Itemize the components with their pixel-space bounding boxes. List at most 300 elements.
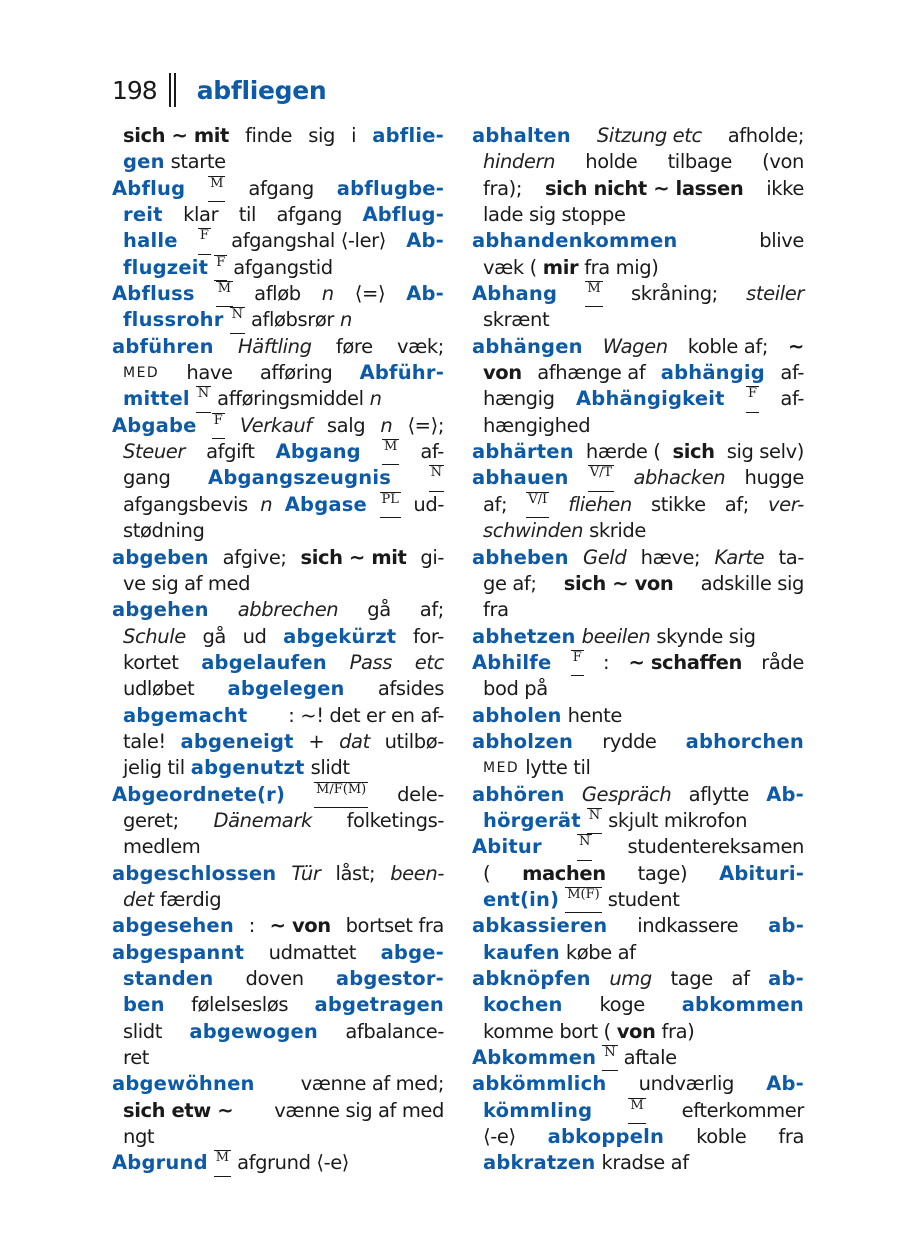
headword: abkratzen — [483, 1151, 596, 1175]
headword: abflugbe- — [336, 176, 444, 200]
bold-phrase: sich ~ mit — [300, 545, 407, 569]
translation-text: klar — [183, 203, 219, 227]
translation-text: ud- — [413, 492, 444, 516]
headword: Ab- — [406, 282, 444, 306]
translation-text: afgive; — [222, 545, 287, 569]
entry-continuation-line — [112, 518, 444, 544]
entry-continuation-line — [472, 755, 804, 781]
translation-text: ⟨=⟩ — [354, 282, 386, 306]
headword: abhängen — [472, 334, 583, 358]
translation-text: ud — [242, 624, 267, 648]
translation-text: rydde — [602, 729, 657, 753]
translation-text: hæve; — [640, 545, 701, 569]
translation-text: geret; — [123, 808, 179, 832]
translation-text: ( — [483, 861, 491, 885]
entry-line — [112, 597, 444, 623]
translation-text: jelig til — [123, 756, 185, 780]
italic-context: n — [380, 413, 393, 437]
translation-text: afføring — [259, 361, 333, 385]
headword: abgesehen — [112, 914, 234, 938]
translation-text: afhænge af — [537, 361, 646, 385]
entry-continuation-line — [112, 228, 444, 254]
entry-line — [112, 413, 444, 439]
entry-line — [112, 940, 444, 966]
bold-phrase: von — [483, 361, 522, 385]
entry-continuation-line — [112, 650, 444, 676]
entry-line — [472, 624, 804, 650]
entry-line — [472, 966, 804, 992]
headword: kaufen — [483, 940, 560, 964]
translation-text: fra) — [661, 1019, 695, 1043]
entry-continuation-line — [112, 439, 444, 465]
double-bar-divider — [169, 73, 177, 107]
gender-marker: V/T — [588, 465, 614, 491]
entry-line — [472, 1045, 804, 1071]
translation-text: væk ( — [483, 255, 537, 279]
translation-text: afsides — [377, 677, 444, 701]
translation-text: afløb — [254, 282, 301, 306]
italic-context: been- — [390, 861, 444, 885]
translation-text: stikke — [650, 492, 706, 516]
entry-continuation-line — [112, 1045, 444, 1071]
translation-text: skjult mikrofon — [608, 808, 748, 832]
entry-line — [472, 334, 804, 360]
translation-text: blive — [759, 229, 804, 253]
translation-text: adskille sig — [700, 571, 804, 595]
translation-text: fra mig) — [584, 255, 659, 279]
headword: abhören — [472, 782, 565, 806]
gender-marker: F — [571, 650, 584, 676]
headword: abholen — [472, 703, 562, 727]
translation-text: fra — [778, 1125, 804, 1149]
italic-context: Tür — [291, 861, 321, 885]
entry-continuation-line — [112, 202, 444, 228]
bold-phrase: ~ von — [269, 914, 331, 938]
translation-text: holde — [585, 150, 638, 174]
field-label: MED — [123, 365, 160, 382]
headword: abhauen — [472, 466, 569, 490]
headword: Abführ- — [359, 361, 444, 385]
gender-marker: M — [214, 1150, 231, 1176]
translation-text: fra); — [483, 176, 523, 200]
translation-text: ve sig af med — [123, 571, 251, 595]
translation-text: afgift — [206, 440, 255, 464]
headword: Abgangszeugnis — [208, 466, 392, 490]
italic-context: Geld — [583, 545, 627, 569]
headword: abkömmlich — [472, 1072, 607, 1096]
gender-marker: F — [746, 386, 759, 412]
translation-text: gi- — [420, 545, 444, 569]
translation-text: hængig — [483, 387, 555, 411]
headword: ab- — [768, 914, 804, 938]
field-label: MED — [483, 760, 520, 777]
translation-text: lytte til — [525, 756, 591, 780]
headword: Abkommen — [472, 1046, 597, 1070]
headword: Abfluss — [112, 282, 195, 306]
entry-continuation-line — [112, 703, 444, 729]
entry-continuation-line — [472, 1098, 804, 1124]
gender-marker: PL — [380, 492, 401, 518]
entry-continuation-line — [112, 1098, 444, 1124]
headword: abgespannt — [112, 940, 245, 964]
translation-text: sig selv) — [726, 440, 804, 464]
headword: standen — [123, 967, 214, 990]
entry-line — [472, 703, 804, 729]
translation-text: : ~! det er en af- — [288, 703, 444, 727]
entry-continuation-line — [472, 861, 804, 887]
headword: abgeschlossen — [112, 861, 277, 885]
entry-line — [112, 281, 444, 307]
translation-text: afgangshal ⟨-ler⟩ — [231, 229, 386, 253]
entry-continuation-line — [112, 123, 444, 149]
italic-context: Pass — [349, 650, 393, 674]
translation-text: (von — [762, 150, 804, 174]
italic-context: hindern — [483, 150, 556, 174]
entry-continuation-line — [472, 518, 804, 544]
headword: ben — [123, 993, 165, 1017]
italic-context: Verkauf — [239, 413, 312, 437]
translation-text: kortet — [123, 650, 179, 674]
translation-text: sig — [308, 124, 335, 147]
italic-context: Dänemark — [213, 808, 312, 832]
entry-line — [472, 834, 804, 860]
translation-text: salg — [326, 413, 366, 437]
entry-continuation-line — [112, 1019, 444, 1045]
translation-text: : — [248, 914, 255, 938]
headword: mittel — [123, 387, 190, 411]
translation-text: afgang — [276, 203, 342, 227]
translation-text: af; — [419, 598, 444, 622]
headword: ent(in) — [483, 887, 560, 911]
entry-line — [472, 228, 804, 254]
headword: abgelaufen — [201, 650, 327, 674]
translation-text: student — [607, 887, 680, 911]
translation-text: råde — [761, 650, 804, 674]
entry-line — [472, 913, 804, 939]
bold-phrase: mir — [542, 255, 579, 279]
italic-context: Gespräch — [581, 782, 672, 806]
headword: abgetragen — [314, 993, 444, 1017]
headword: abheben — [472, 545, 569, 569]
entry-line — [472, 650, 804, 676]
entry-continuation-line — [112, 676, 444, 702]
headword: abhängig — [660, 361, 765, 385]
entry-continuation-line — [472, 360, 804, 386]
translation-text: tage — [670, 967, 713, 990]
entry-continuation-line — [472, 571, 804, 597]
headword: abhandenkommen — [472, 229, 678, 253]
translation-text: have — [186, 361, 233, 385]
headword: abhorchen — [685, 729, 804, 753]
italic-context: fliehen — [568, 492, 632, 516]
translation-text: bod på — [483, 677, 548, 701]
italic-context: etc — [414, 650, 444, 674]
entry-continuation-line — [472, 413, 804, 439]
headword: abkassieren — [472, 914, 608, 938]
entry-line — [472, 545, 804, 571]
translation-text: : — [603, 650, 610, 674]
entry-continuation-line — [472, 887, 804, 913]
bold-phrase: von — [616, 1019, 656, 1043]
translation-text: medlem — [123, 835, 201, 859]
entry-line — [112, 913, 444, 939]
translation-text: afgangsbevis — [123, 492, 248, 516]
translation-text: fra — [483, 598, 509, 622]
bold-phrase: sich etw ~ — [123, 1098, 234, 1122]
gender-marker: V/I — [526, 492, 549, 518]
italic-context: schwinden — [483, 519, 584, 543]
italic-context: abhacken — [633, 466, 726, 490]
translation-text: afgangstid — [233, 255, 333, 279]
translation-text: i — [351, 124, 357, 147]
translation-text: ⟨=⟩; — [407, 413, 444, 437]
headword: abgeben — [112, 545, 209, 569]
headword: abgenutzt — [190, 756, 305, 780]
translation-text: gang — [123, 466, 171, 490]
translation-text: bortset fra — [345, 914, 444, 938]
translation-text: efterkommer — [681, 1098, 804, 1122]
entry-line — [472, 123, 804, 149]
headword: Abhängigkeit — [576, 387, 725, 411]
entry-continuation-line — [472, 1150, 804, 1176]
translation-text: stødning — [123, 519, 205, 543]
dictionary-column-left — [112, 123, 444, 1177]
entry-line — [472, 465, 804, 491]
entry-line — [112, 1150, 444, 1176]
gender-marker: N — [230, 307, 245, 333]
entry-line — [472, 1071, 804, 1097]
translation-text: hugge — [744, 466, 804, 490]
headword: abkoppeln — [547, 1125, 665, 1149]
translation-text: finde — [245, 124, 293, 147]
translation-text: af- — [420, 440, 444, 464]
italic-context: det — [123, 887, 154, 911]
translation-text: ge af; — [483, 571, 537, 595]
translation-text: ⟨-e⟩ — [483, 1125, 516, 1149]
bold-phrase: sich nicht ~ lassen — [544, 176, 744, 200]
translation-text: utilbø- — [384, 729, 444, 753]
translation-text: dele- — [397, 782, 444, 806]
entry-continuation-line — [112, 992, 444, 1018]
entry-line — [472, 729, 804, 755]
entry-continuation-line — [112, 834, 444, 860]
page-number: 198 — [112, 75, 157, 105]
translation-text: til — [238, 203, 256, 227]
guide-word: abfliegen — [196, 75, 327, 105]
entry-continuation-line — [472, 176, 804, 202]
entry-continuation-line — [112, 255, 444, 281]
italic-context: n — [340, 308, 352, 332]
translation-text: ngt — [123, 1125, 155, 1149]
bold-phrase: machen — [522, 861, 606, 885]
entry-continuation-line — [112, 1124, 444, 1150]
entry-continuation-line — [472, 940, 804, 966]
entry-continuation-line — [472, 307, 804, 333]
translation-text: ta- — [778, 545, 804, 569]
translation-text: hærde ( — [585, 440, 661, 464]
translation-text: afholde; — [727, 124, 804, 147]
translation-text: gå — [367, 598, 391, 622]
headword: gen — [123, 150, 165, 174]
gender-marker: M — [585, 281, 602, 307]
italic-context: Karte — [714, 545, 765, 569]
headword: Abflug- — [362, 203, 444, 227]
translation-text: af; — [724, 492, 749, 516]
translation-text: væk; — [397, 334, 444, 358]
bold-phrase: sich ~ von — [563, 571, 674, 595]
entry-continuation-line — [112, 465, 444, 491]
translation-text: starte — [170, 150, 226, 174]
headword: abgeneigt — [180, 729, 294, 753]
italic-context: ver- — [768, 492, 804, 516]
gender-marker: M — [216, 281, 233, 307]
bold-phrase: ~ schaffen — [628, 650, 742, 674]
headword: abhärten — [472, 440, 574, 464]
italic-context: steiler — [746, 282, 804, 306]
headword: ab- — [768, 967, 804, 990]
headword: hörgerät — [483, 808, 581, 832]
translation-text: af — [731, 967, 750, 990]
translation-text: hente — [567, 703, 622, 727]
translation-text: folketings- — [346, 808, 444, 832]
entry-continuation-line — [112, 966, 444, 992]
gender-marker: M/F(M) — [314, 782, 368, 808]
gender-marker: N — [196, 386, 211, 412]
headword: abknöpfen — [472, 967, 591, 990]
translation-text: kradse af — [601, 1151, 689, 1175]
entry-continuation-line — [472, 597, 804, 623]
entry-continuation-line — [112, 360, 444, 386]
headword: abgemacht — [123, 703, 248, 727]
headword: Abgang — [275, 440, 361, 464]
italic-context: Sitzung etc — [596, 124, 702, 147]
headword: Abituri- — [719, 861, 804, 885]
translation-text: slidt — [310, 756, 350, 780]
gender-marker: M — [628, 1098, 645, 1124]
headword: abflie- — [372, 124, 444, 147]
translation-text: følelsesløs — [191, 993, 289, 1017]
translation-text: for- — [412, 624, 444, 648]
entry-line — [112, 861, 444, 887]
headword: flussrohr — [123, 308, 224, 332]
headword: abkommen — [681, 993, 804, 1017]
entry-line — [472, 439, 804, 465]
headword: Ab- — [766, 782, 804, 806]
headword: Ab- — [406, 229, 444, 253]
entry-continuation-line — [112, 571, 444, 597]
entry-continuation-line — [472, 808, 804, 834]
translation-text: afgang — [248, 176, 314, 200]
gender-marker: N — [602, 1045, 617, 1071]
translation-text: tale! — [123, 729, 166, 753]
translation-text: udmattet — [268, 940, 357, 964]
bold-phrase: ~ — [788, 334, 804, 358]
headword: abgelegen — [227, 677, 345, 701]
entry-line — [472, 281, 804, 307]
translation-text: udløbet — [123, 677, 195, 701]
italic-context: n — [321, 282, 334, 306]
headword: Abgabe — [112, 413, 197, 437]
bold-phrase: sich — [672, 440, 715, 464]
headword: flugzeit — [123, 255, 209, 279]
translation-text: færdig — [159, 887, 222, 911]
headword: kömmling — [483, 1098, 593, 1122]
translation-text: koble — [696, 1125, 747, 1149]
translation-text: lade sig stoppe — [483, 203, 626, 227]
translation-text: studentereksamen — [627, 835, 804, 859]
entry-line — [112, 1071, 444, 1097]
translation-text: ikke — [766, 176, 804, 200]
headword: reit — [123, 203, 163, 227]
translation-text: afbalance- — [345, 1019, 444, 1043]
italic-context: umg — [609, 967, 652, 990]
translation-text: afføringsmiddel — [217, 387, 364, 411]
headword: abgewöhnen — [112, 1072, 255, 1096]
translation-text: vænne af med; — [300, 1072, 444, 1096]
translation-text: afløbsrør — [250, 308, 335, 332]
translation-text: skynde sig — [656, 624, 756, 648]
headword: abholzen — [472, 729, 574, 753]
entry-continuation-line — [112, 755, 444, 781]
headword: abführen — [112, 334, 214, 358]
gender-marker: M — [208, 176, 225, 202]
entry-line — [112, 176, 444, 202]
translation-text: af; — [483, 492, 508, 516]
headword: Abitur — [472, 835, 542, 859]
translation-text: vænne sig af med — [274, 1098, 444, 1122]
entry-continuation-line — [472, 992, 804, 1018]
entry-line — [112, 782, 444, 808]
entry-continuation-line — [472, 1124, 804, 1150]
headword: Abhilfe — [472, 650, 552, 674]
entry-continuation-line — [472, 149, 804, 175]
translation-text: slidt — [123, 1019, 163, 1043]
entry-continuation-line — [112, 307, 444, 333]
headword: abgehen — [112, 598, 209, 622]
gender-marker: M(F) — [565, 887, 601, 913]
gender-marker: F — [214, 255, 227, 281]
headword: Abgrund — [112, 1151, 208, 1175]
entry-continuation-line — [472, 386, 804, 412]
headword: Abgase — [284, 492, 367, 516]
translation-text: + — [308, 729, 325, 753]
headword: halle — [123, 229, 178, 253]
headword: abgekürzt — [283, 624, 397, 648]
italic-context: beeilen — [581, 624, 651, 648]
translation-text: afgrund ⟨-e⟩ — [237, 1151, 350, 1175]
translation-text: tilbage — [667, 150, 732, 174]
entry-continuation-line — [112, 887, 444, 913]
translation-text: føre — [335, 334, 373, 358]
bold-phrase: sich ~ mit — [123, 124, 229, 147]
entry-continuation-line — [472, 1019, 804, 1045]
translation-text: skride — [589, 519, 646, 543]
headword: abhetzen — [472, 624, 576, 648]
entry-continuation-line — [472, 676, 804, 702]
entry-continuation-line — [112, 149, 444, 175]
translation-text: låst; — [335, 861, 376, 885]
italic-context: dat — [339, 729, 370, 753]
entry-continuation-line — [472, 202, 804, 228]
translation-text: komme bort ( — [483, 1019, 611, 1043]
italic-context: Steuer — [123, 440, 185, 464]
gender-marker: F — [198, 228, 211, 254]
headword: abge- — [380, 940, 444, 964]
translation-text: skrænt — [483, 308, 550, 332]
gender-marker: F — [212, 413, 225, 439]
translation-text: indkassere — [637, 914, 739, 938]
translation-text: købe af — [565, 940, 636, 964]
